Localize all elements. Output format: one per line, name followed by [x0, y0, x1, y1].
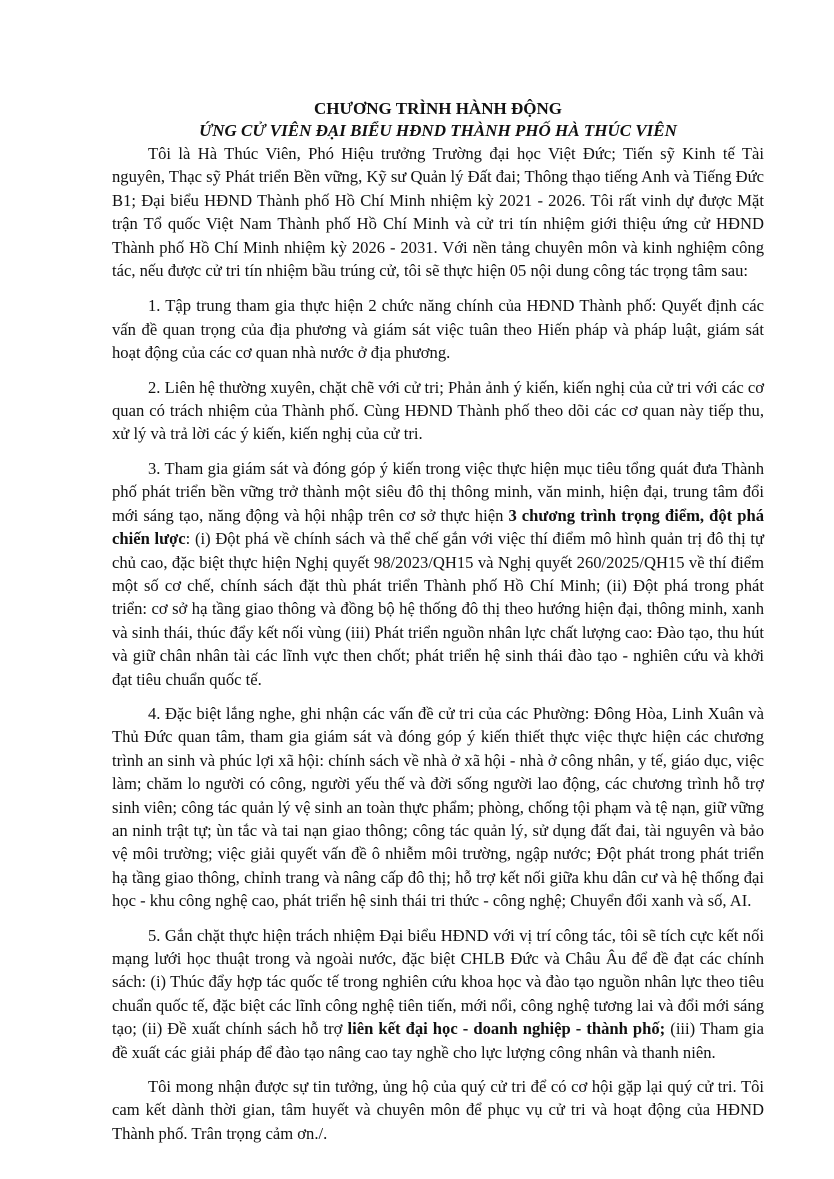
agenda-item-2: 2. Liên hệ thường xuyên, chặt chẽ với cử tri; Phản ảnh ý kiến, kiến nghị của cử tri với các cơ quan có trách nhiệm của Thành phố. Cùng HĐND Thành phố theo dõi các cơ quan này tiếp thu, xử lý và trả lời các ý kiến, kiến nghị của cử tri.: [112, 377, 764, 444]
agenda-item-5-emphasis: liên kết đại học - doanh nghiệp - thành phố;: [347, 1019, 666, 1039]
closing-paragraph: Tôi mong nhận được sự tin tưởng, ủng hộ của quý cử tri để có cơ hội gặp lại quý cử tri. Tôi cam kết dành thời gian, tâm huyết và chuyên môn để phục vụ cử tri và hoạt động của HĐND Thành phố. Trân trọng cảm ơn./.: [112, 1077, 764, 1143]
agenda-item-4: 4. Đặc biệt lắng nghe, ghi nhận các vấn đề cử tri của các Phường: Đông Hòa, Linh Xuân và Thủ Đức quan tâm, tham gia giám sát và đóng góp ý kiến thiết thực việc thực hiện các chương trình an sinh và phúc lợi xã hội: chính sách về nhà ở xã hội - nhà ở công nhân, y tế, giáo dục, việc làm; chăm lo người có công, người yếu thế và đời sống người lao động, các chương trình hỗ trợ sinh viên; công tác quản lý vệ sinh an toàn thực phẩm; phòng, chống tội phạm và tệ nạn, giữ vững an ninh trật tự; ùn tắc và tai nạn giao thông; công tác quản lý, sử dụng đất đai, tài nguyên và bảo vệ môi trường; việc giải quyết vấn đề ô nhiễm môi trường, ngập nước; Đột phát trong phát triển hạ tầng giao thông, chỉnh trang và nâng cấp đô thị; hỗ trợ kết nối giữa khu dân cư và hệ thống đại học - khu công nghệ cao, phát triển hệ sinh thái tri thức - công nghệ; Chuyển đổi xanh và số, AI.: [112, 703, 764, 911]
agenda-item-1: 1. Tập trung tham gia thực hiện 2 chức năng chính của HĐND Thành phố: Quyết định các vấn đề quan trọng của địa phương và giám sát việc tuân theo Hiến pháp và pháp luật, giám sát hoạt động của các cơ quan nhà nước ở địa phương.: [112, 296, 764, 363]
document-title: CHƯƠNG TRÌNH HÀNH ĐỘNG: [314, 99, 562, 118]
agenda-item-5-text: 5. Gắn chặt thực hiện trách nhiệm Đại biểu HĐND với vị trí công tác, tôi sẽ tích cực kết nối mạng lưới học thuật trong và ngoài nước, đặc biệt CHLB Đức và Châu Âu để đề đạt các chính sách: (i) Thúc đẩy hợp tác quốc tế trong nghiên cứu khoa học và đào tạo nguồn nhân lực theo tiêu chuẩn quốc tế, đặc biệt các lĩnh công nghệ tiên tiến, mới nổi, công nghệ tương lai và đổi mới sáng tạo; (ii) Đề xuất chính sách hỗ trợ: [112, 925, 764, 1039]
agenda-item-3-text-cont: : (i) Đột phá về chính sách và thể chế gắn với việc thí điểm mô hình quản trị đô thị tự chủ cao, đặc biệt thực hiện Nghị quyết 98/2023/QH15 và Nghị quyết 260/2025/QH15 về thí điểm một số cơ chế, chính sách đặt thù phát triển Thành phố Hồ Chí Minh; (ii) Đột phá trong phát triển: cơ sở hạ tầng giao thông và đồng bộ hệ thống đô thị theo hướng hiện đại, thông minh, xanh và sinh thái, thúc đẩy kết nối vùng (iii) Phát triển nguồn nhân lực chất lượng cao: Đào tạo, thu hút và giữ chân nhân tài các lĩnh vực then chốt; phát triển hệ sinh thái đào tạo - nghiên cứu và khởi đạt tiêu chuẩn quốc tế.: [112, 529, 764, 689]
intro-paragraph: Tôi là Hà Thúc Viên, Phó Hiệu trưởng Trường đại học Việt Đức; Tiến sỹ Kinh tế Tài nguyên, Thạc sỹ Phát triển Bền vững, Kỹ sư Quản lý Đất đai; Thông thạo tiếng Anh và Tiếng Đức B1; Đại biểu HĐND Thành phố Hồ Chí Minh nhiệm kỳ 2021 - 2026. Tôi rất vinh dự được Mặt trận Tổ quốc Việt Nam Thành phố Hồ Chí Minh và cử tri tín nhiệm giới thiệu ứng cử HĐND Thành phố Hồ Chí Minh nhiệm kỳ 2026 - 2031. Với nền tảng chuyên môn và kinh nghiệm công tác, nếu được cử tri tín nhiệm bầu trúng cử, tôi sẽ thực hiện 05 nội dung công tác trọng tâm sau:: [112, 144, 764, 281]
document-subtitle: ỨNG CỬ VIÊN ĐẠI BIỂU HĐND THÀNH PHỐ HÀ THÚC VIÊN: [199, 121, 677, 140]
agenda-item-5: [112, 924, 764, 1064]
agenda-item-3: [112, 457, 764, 691]
document-page: [112, 98, 764, 1145]
agenda-item-5-text-cont: (iii) Tham gia đề xuất các giải pháp để đào tạo nâng cao tay nghề cho lực lượng công nhân và thanh niên.: [112, 1019, 764, 1062]
agenda-item-3-emphasis: 3 chương trình trọng điểm, đột phá chiến lược: [112, 505, 764, 549]
agenda-item-3-text: 3. Tham gia giám sát và đóng góp ý kiến trong việc thực hiện mục tiêu tổng quát đưa Thành phố phát triển bền vững trở thành một siêu đô thị thông minh, văn minh, hiện đại, trung tâm đổi mới sáng tạo, năng động và hội nhập trên cơ sở thực hiện: [112, 458, 764, 525]
